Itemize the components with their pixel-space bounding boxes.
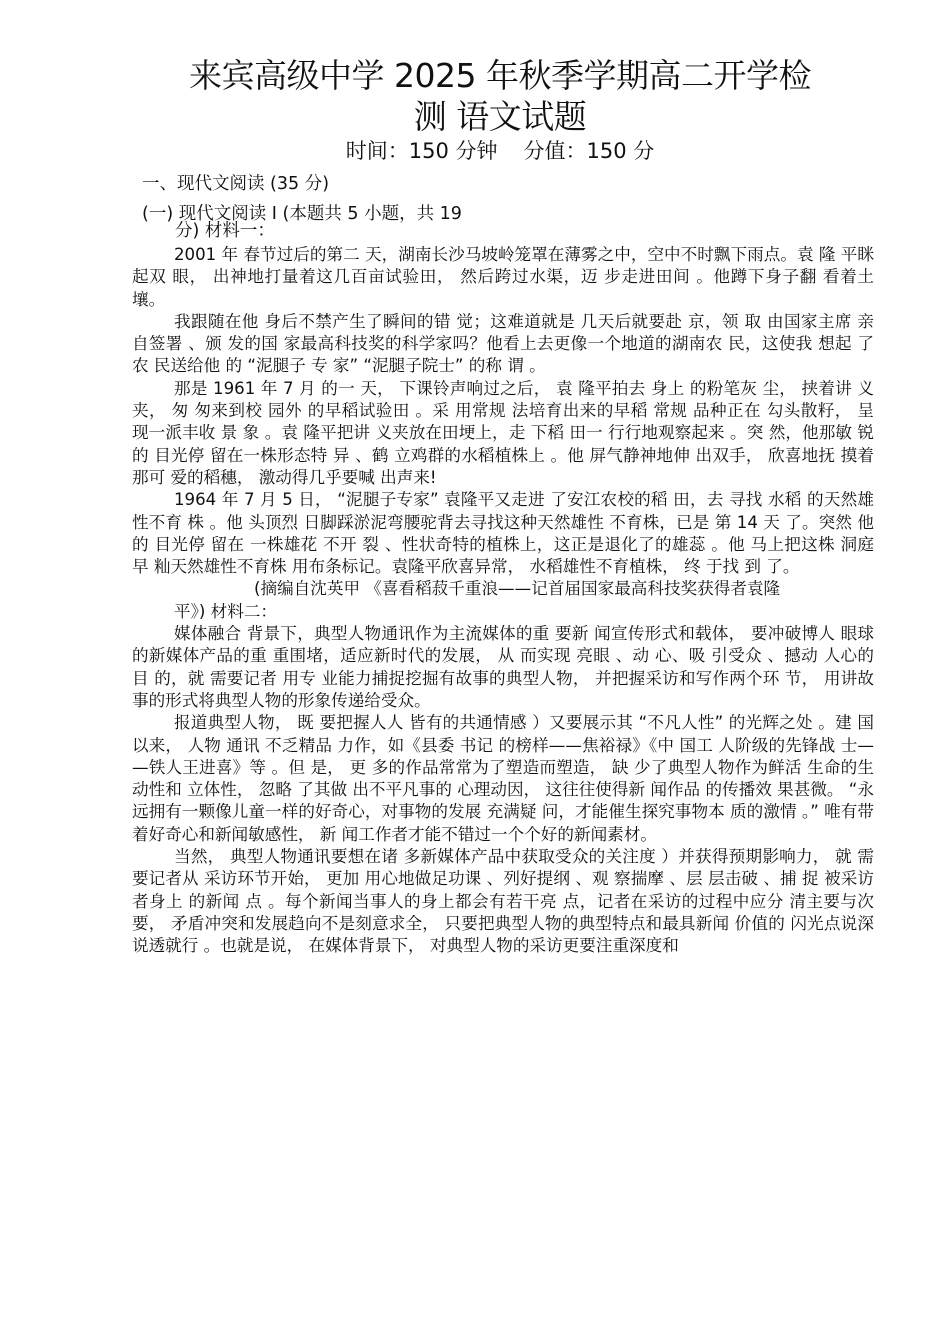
exam-meta xyxy=(100,137,900,165)
sub-section-heading-cont: 分) 材料一： xyxy=(175,221,275,241)
sub-section-heading: (一) 现代文阅读 I (本题共 5 小题，共 19 xyxy=(142,204,462,224)
paragraph: 我跟随在他 身后不禁产生了瞬间的错 觉；这难道就是 几天后就要赴 京，领 取 由国家主席 亲自签署 、颁 发的国 家最高科技奖的科学家吗？他看上去更像一个地道的湖南农 民，这使我 想起 了农 民送给他 的 “泥腿子 专 家” “泥腿子院士” 的称 谓 。 xyxy=(132,311,874,376)
paragraph: 那是 1961 年 7 月 的一 天， 下课铃声响过之后， 袁 隆平拍去 身上 的粉笔灰 尘， 挟着讲 义 夹， 匆 匆来到校 园外 的早稻试验田 。采 用常规 法培育出来的早稻 常规 品种正在 勾头散籽， 呈 现一派丰收 景 象 。袁 隆平把讲 义夹放在田埂上，走 下稻 田一 行行地观察起来 。突 然，他那敏 锐的 目光停 留在一株形态特 异 、鹤 立鸡群的水稻植株上 。他 屏气静神地伸 出双手， 欣喜地抚 摸着那可 爱的稻穗， 激动得几乎要喊 出声来! xyxy=(132,378,874,487)
paragraph: 媒体融合 背景下，典型人物通讯作为主流媒体的重 要新 闻宣传形式和载体， 要冲破博人 眼球 的新媒体产品的重 重围堵，适应新时代的发展， 从 而实现 亮眼 、动 心、吸 引受众 、撼动 人心的 目 的，就 需要记者 用专 业能力捕捉挖掘有故事的典型人物， 并把握采访和写作两个环 节， 用讲故事的形式将典型人物的形象传递给受众。 xyxy=(132,624,874,710)
exam-title-line1: 来宾高级中学 2025 年秋季学期高二开学检 xyxy=(189,56,811,95)
exam-title-line2: 测 语文试题 xyxy=(413,97,587,136)
paragraph: 1964 年 7 月 5 日， “泥腿子专家” 袁隆平又走进 了安江农校的稻 田，去 寻找 水稻 的天然雄 性不育 株 。他 头顶烈 日脚踩淤泥弯腰驼背去寻找这种天然雄性 不育株，已是 第 14 天 了。突然 他 的 目光停 留在 一株雄花 不开 裂 、性状奇特的植株上，这正是退化了的雄蕊 。他 马上把这株 洞庭早 籼天然雄性不育株 用布条标记。袁隆平欣喜异常， 水稻雄性不育植株， 终 于找 到 了。 xyxy=(132,490,874,577)
paragraph: 报道典型人物， 既 要把握人人 皆有的共通情感 ）又要展示其 “不凡人性” 的光辉之处 。建 国 以来， 人物 通讯 不乏精品 力作，如《县委 书记 的榜样——焦裕禄》《中 国工 人阶级的先锋战 士— —铁人王进喜》等 。但 是， 更 多的作品常常为了塑造而塑造， 缺 少了典型人物作为鲜活 生命的生动性和 立体性， 忽略 了其做 出不平凡事的 心理动因， 这往往使得新 闻作品 的传播效 果甚微。 “永远拥有一颗像儿童一样的好奇心，对事物的发展 充满疑 问，才能催生探究事物本 质的激情 。” 唯有带着好奇心和新闻敏感性， 新 闻工作者才能不错过一个个好的新闻素材。 xyxy=(132,713,874,844)
time-label: 时间：150 分钟 xyxy=(345,139,498,163)
paragraph: 2001 年 春节过后的第二 天，湖南长沙马坡岭笼罩在薄雾之中，空中不时飘下雨点。袁 隆 平眯起双 眼， 出神地打量着这几百亩试验田， 然后跨过水渠，迈 步走进田间 。他蹲下身子翻 看着土壤。 xyxy=(132,245,874,309)
paragraph: 当然， 典型人物通讯要想在诸 多新媒体产品中获取受众的关注度 ）并获得预期影响力， 就 需要记者从 采访环节开始， 更加 用心地做足功课 、列好提纲 、观 察揣摩 、层 层击破 、捕 捉 被采访者身上 的新闻 点 。每个新闻当事人的身上都会有若干亮 点，记者在采访的过程中应分 清主要与次要， 矛盾冲突和发展趋向不是刻意求全， 只要把典型人物的典型特点和最具新闻 价值的 闪光点说深说透就行 。也就是说， 在媒体背景下， 对典型人物的采访更要注重深度和 xyxy=(132,847,874,956)
section-heading: 一、现代文阅读 (35 分) xyxy=(142,174,330,194)
score-label: 分值：150 分 xyxy=(523,139,655,163)
source-citation-cont: 平》) 材料二： xyxy=(174,601,278,621)
reading-passage xyxy=(132,244,874,958)
source-citation: (摘编自沈英甲 《喜看稻菽千重浪——记首届国家最高科技奖获得者袁隆 xyxy=(254,579,781,599)
